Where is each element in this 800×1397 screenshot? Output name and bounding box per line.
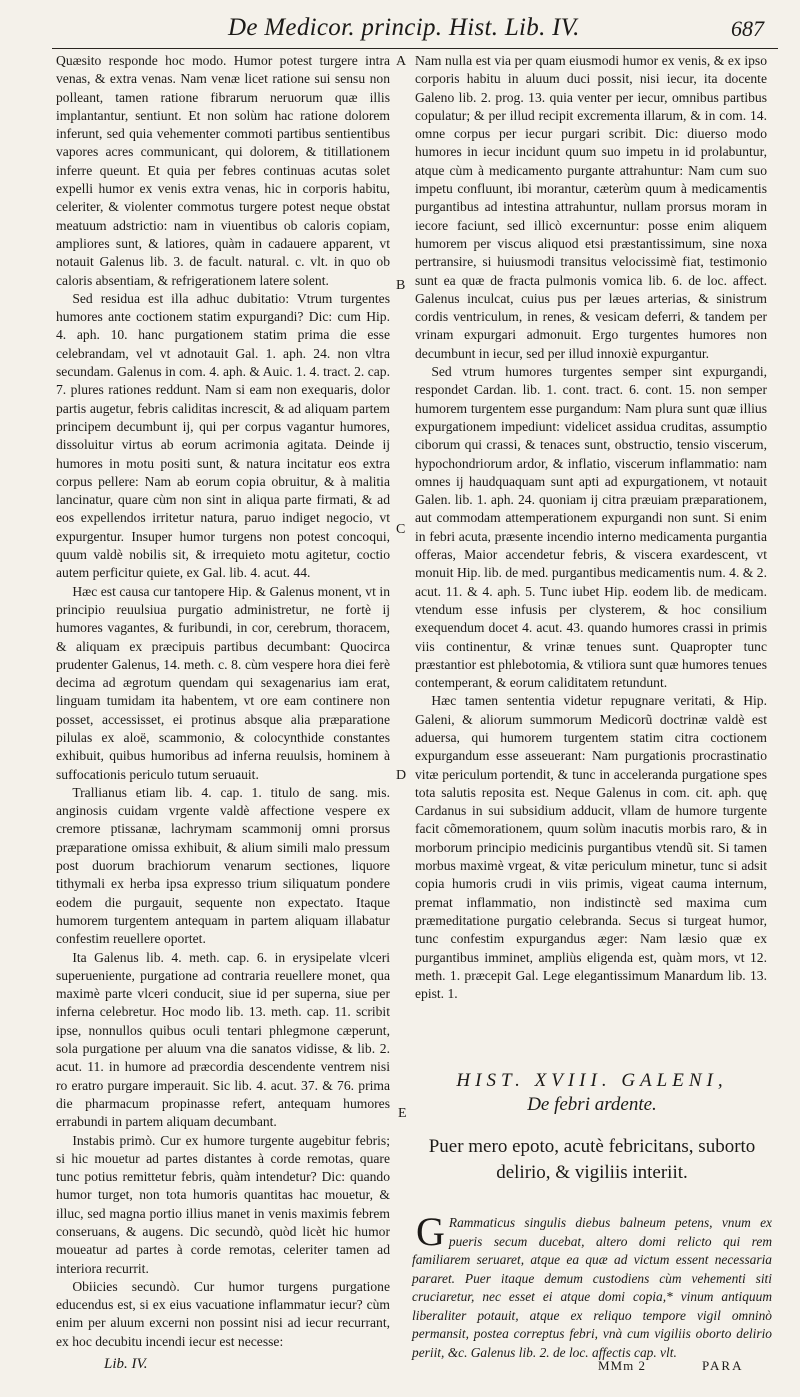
history-body [412, 1209, 772, 1362]
left-paragraph-3: Hæc est causa cur tantopere Hip. & Galenus monent, vt in principio reuulsiua purgatio administretur, ne fortè ij humores vagantes, & furibundi, in cor, cerebrum, thoracem, & aliquam ex præcipuis partibus decumbant: Quocirca prudenter Galenus, 14. meth. c. 8. cùm vespere hora diei ferè decima ad ægrotum quendam qui sexagenarius iam erat, linguam tumidam ita habentem, vt ore eam continere non posset, accessisset, ei protinus absque alia præparatione pilulas ex aloë, scammonio, & colocynthide constantes exhibuit, quibus humoribus ad inferna reuulsis, hominem à suffocationis periculo tutum seruauit. [56, 583, 390, 782]
history-title: Puer mero epoto, acutè febricitans, suborto delirio, & vigiliis interiit. [428, 1136, 756, 1183]
history-section [412, 1070, 772, 1362]
page-number: 687 [731, 16, 764, 41]
history-subheading: De febri ardente. [527, 1094, 657, 1115]
left-paragraph-5: Ita Galenus lib. 4. meth. cap. 6. in erysipelate vlceri superueniente, purgatione ad contraria reuellere monet, qua maximè parte vlceri conducit, siue id per superna, siue per inferna celebretur. Hoc modo lib. 13. meth. cap. 11. scribit ipse, nonnullos quibus oculi tentari phlegmone cæperunt, sola purgatione per aluum vna die sanatos vidisse, & lib. 2. acut. 11. in humore ad præcordia descendente ventrem nisi ro eratro purgare imperauit. Sic lib. 4. acut. 37. & 76. prima die pharmacum propinasse refert, antequam humores errabundi in partem aliquam decumbant. [56, 949, 390, 1130]
left-paragraph-1: Quæsito responde hoc modo. Humor potest turgere intra venas, & extra venas. Nam venæ licet ratione sui sensu non polleant, tamen ratione fibrarum neruorum quæ illis implantantur, sentiunt. Et non solùm hac ratione dolorem inferunt, sed quia vehementer commoti partibus sentientibus vapores acres communicant, qui dolorem, & titillationem inferre queunt. Et quia per febres continuas acutas solet expelli humor ex venis extra venas, hic in corporis habitu, celeriter, & violenter commotus turgere potest neque obstat meatuum adstrictio: nam in viuentibus ob caloris copiam, ampliores sunt, & latiores, quàm in cadauere apparent, vt notauit Galenus lib. 3. de facult. natural. c. vlt. in quo ob caloris absentiam, & refrigerationem latere solent. [56, 53, 390, 288]
left-paragraph-7: Obiicies secundò. Cur humor turgens purgatione educendus est, si ex eius vacuatione inflammatur iecur? cùm enim per aluum excerni non possint nisi ad iecur recurrant, ex hoc decubitu incendi iecur est necesse: [56, 1278, 390, 1349]
history-heading: HIST. XVIII. GALENI, [456, 1070, 728, 1091]
margin-letter-c: C [396, 522, 406, 537]
left-column [56, 52, 390, 1351]
margin-letter-a: A [396, 54, 407, 69]
signature-mark: MMm 2 [598, 1358, 646, 1373]
margin-letter-d: D [396, 768, 407, 783]
running-title: De Medicor. princip. Hist. Lib. IV. [228, 14, 580, 41]
left-paragraph-4: Trallianus etiam lib. 4. cap. 1. titulo de sang. mis. anginosis cuidam vrgente valdè affectione vespere ex cremore ptissanæ, lachrymam scammonij omni prorsus præparatione omissa exhibuit, & alium simili malo pressum post duorum brachiorum venarum sectiones, liquore tithymali ex herba ipsa expresso trium siliquatum pondere eodem die purgauit, sequente non expectato. Itaque humorem turgentem antequam in partem aliquam illabatur confestim reuellere oportet. [56, 784, 390, 947]
right-paragraph-1: Nam nulla est via per quam eiusmodi humor ex venis, & ex ipso corporis habitu in aluum duci possit, nisi iecur, ita docente Galeno lib. 2. prog. 13. quia venter per iecur, omnibus partibus copulatur; & per illud recipit excrementa illarum, & in com. 14. omne corpus per iecur purgari scribit. Dic: diuerso modo humores in iecur incidunt quum suo impetu in id prolabuntur, atque cùm à medicamento purgante attrahuntur: Nam cum suo impetu confluunt, ibi morantur, cæterùm quum à medicamentis purgantibus ad intestina attrahuntur, nullam prorsus moram in iecore faciunt, sed illicò excernuntur: posse enim aliquem humorem per viscus aliquod etsi præstantissimum, sine noxa pertransire, si huiusmodi transitus velocissimè fiat, testimonio sunt ea quæ de fracta pulmonis vomica lib. 6. de loc. affect. Galenus inculcat, cuius pus per læues arterias, & sinistrum cordis ventriculum, in renes, & vesicam deferri, & tandem per vrinam expurgari admonuit. Ergo turgentes humores non decumbunt in iecur, sed per illud innoxiè expurgantur. [415, 53, 767, 361]
history-body-text: Rammaticus singulis diebus balneum petens, vnum ex pueris secum ducebat, altero domi relicto qui rem familiarem seruaret, atque ea quæ ad victum essent necessaria pararet. Puer itaque demum custodiens cùm vehementi siti cruciaretur, nec esset ei atque domi copia,* vinum antiquum liberaliter potauit, atque ex reliquo tempore vigil omninò permansit, postea correptus febri, vnà cum vigiliis oborto delirio periit, &c. Galenus lib. 2. de loc. affectis cap. vlt. [412, 1215, 772, 1360]
margin-letter-e: E [398, 1106, 407, 1121]
left-paragraph-2: Sed residua est illa adhuc dubitatio: Vtrum turgentes humores ante coctionem statim expurgandi? Dic: cum Hip. 4. aph. 10. hanc purgationem statim prima die esse celebrandam, vel vt adnotauit Gal. 1. aph. 24. non vltra secundam. Galenus in com. 4. aph. & Auic. 1. 4. tract. 2. cap. 7. plures rationes reddunt. Nam si eam non exequaris, dolor partis augetur, febris caliditas increscit, & ad aliquam partem principem decumbunt ij, qui per corpus vagantur humores, dissoluitur virtus ab eorum acrimonia agitata. Deinde ij humores in motu positi sunt, & natura incitatur eos extra corpus pellere: Nam ab eorum copia obruitur, & à malitia lancinatur, quare cùm non sint in aliqua parte firmati, & ad eos expellendos irritetur natura, paruo indiget negocio, vt expurgentur. Insuper humor turgens non potest concoqui, quum valdè nobilis sit, & irrequieto motu agitetur, coctio autem perficitur quiete, ex Gal. lib. 4. acut. 44. [56, 290, 390, 581]
margin-letter-b: B [396, 278, 406, 293]
right-paragraph-2: Sed vtrum humores turgentes semper sint expurgandi, respondet Cardan. lib. 1. cont. tract. 6. cont. 15. non semper humorem turgentem esse purgandum: Nam plura sunt quæ illius expurgationem impediunt: videlicet assidua cruditas, assumptio ciborum qui crassi, & tenaces sunt, obstructio, tensio viscerum, hypochondriorum ardor, & inflatio, viscerum inflammatio: nam omnes ij haudquaquam sunt apti ad expurgationem, vt notauit Galen. lib. 1. aph. 24. quoniam ij citra præuiam præparationem, aut commodam attemperationem expurgandi non sunt. Si enim in febri acuta, præsente incendio interno medicamenta purgantia offeras, Maior accendetur febris, & viscera exardescent, vt monuit Hip. lib. de med. purgantibus medicamentis num. 4. & 2. acut. 11. & 4. aph. 5. Tunc iubet Hip. eodem lib. de medicam. vtendum esse infusis per clysterem, & hoc consilium exequendum docet 4. acut. 43. quando humores crassi in primis viis continentur, & vrinæ tenues sunt. Quapropter tunc præstantior est phlebotomia, & vtiliora sunt quæ humores tenues contemperant, & eorum caliditatem retundunt. [415, 364, 767, 691]
drop-cap: G [416, 1209, 445, 1254]
right-paragraph-3: Hæc tamen sententia videtur repugnare veritati, & Hip. Galeni, & aliorum summorum Medicorũ doctrinæ valdè est aduersa, qui humorem turgentem statim citra coctionem expurgandum esse asseuerant: Nam purgationis procrastinatio vitæ periculum portendit, & tunc in acceleranda purgatione spes tota salutis reposita est. Neque Galenus in com. cit. aph. quę Cardanus in sui subsidium adducit, vllam de humore turgente facit cõmemorationem, quum solùm inacutis morbis raro, & in morborum principio medicinis purgantibus vtendũ sit. Si tamen morbus maximè vrgeat, & vitæ periculum minetur, tunc si adsit copia humoris crudi in viis primis, vigeat cauma internum, premat inflammatio, non indistinctè sed maxima cum præmeditatione purgatio celebranda. Secus si turgeat humor, tunc confestim expurgandus æger: Nam læsio quæ ex purgantibus imminet, ampliùs eligenda est, quàm mors, vt 12. meth. 1. præcepit Gal. Lege elegantissimum Manardum lib. 13. epist. 1. [415, 693, 767, 1002]
catchword: PARA [702, 1358, 744, 1373]
right-column [415, 52, 767, 1003]
header-rule [52, 48, 778, 49]
left-paragraph-6: Instabis primò. Cur ex humore turgente augebitur febris; si hic mouetur ad partes distantes à corde remotas, quare tunc potius remittetur febris, quàm intendetur? Dic: quando humor turget, non tota humoris quantitas hac mouetur, & illuc, sed magna portio illius manet in venis maximis febrem conseruans, & augens. Dic secundò, quòd licèt hic humor moueatur ad partes à corde remotas, celeriter tamen ad interiora recurrit. [56, 1132, 390, 1276]
footer-book: Lib. IV. [104, 1356, 148, 1372]
